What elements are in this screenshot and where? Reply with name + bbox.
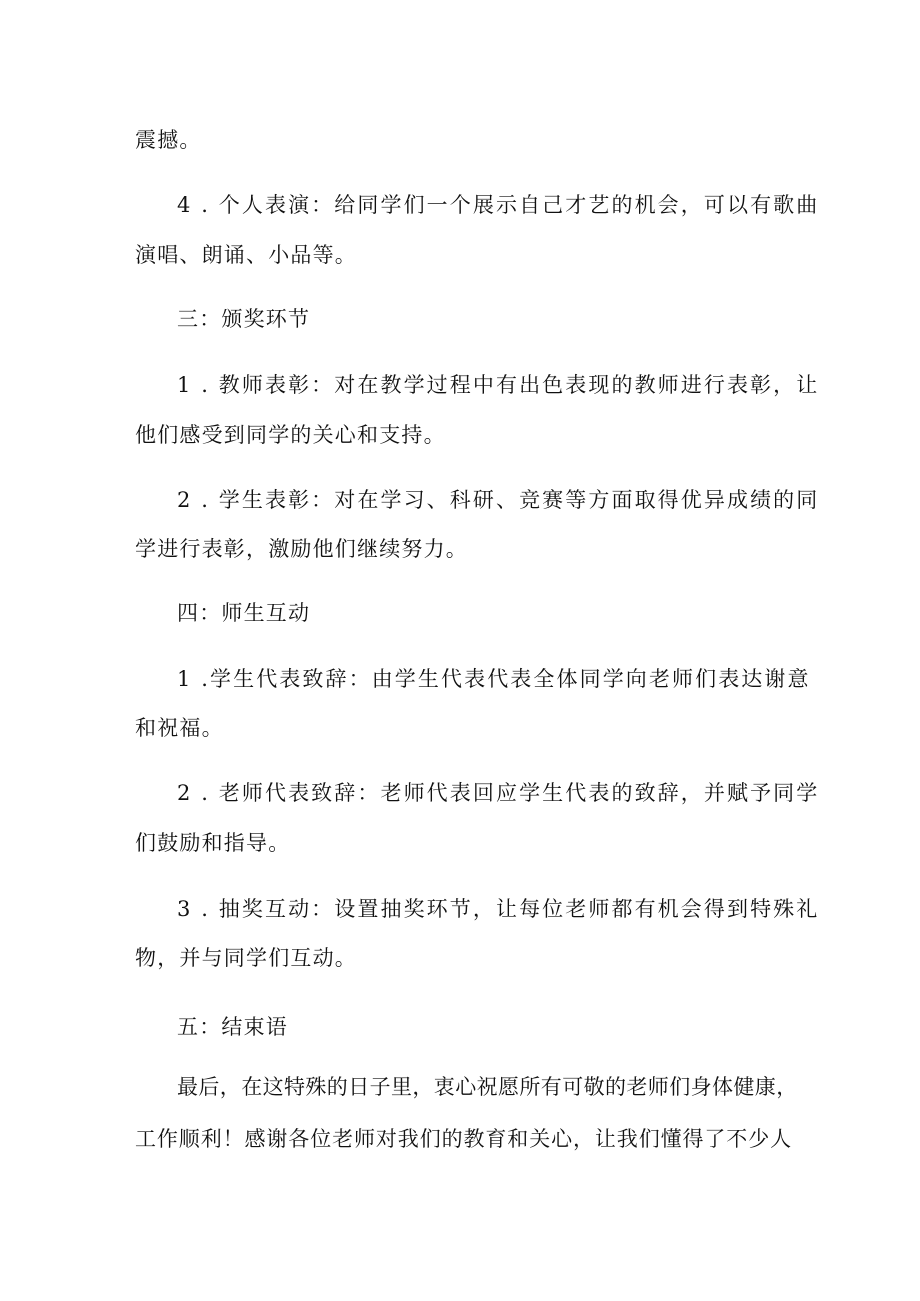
list-item-line: 演唱、朗诵、小品等。 <box>135 243 357 267</box>
section-heading: 五：结束语 <box>177 1015 288 1039</box>
paragraph-line: 工作顺利！感谢各位老师对我们的教育和关心，让我们懂得了不少人 <box>135 1127 792 1151</box>
list-item-line: 2 . 学生表彰：对在学习、科研、竞赛等方面取得优异成绩的同 <box>177 488 820 512</box>
list-item-line: 2 . 老师代表致辞：老师代表回应学生代表的致辞，并赋予同学 <box>177 781 820 805</box>
list-item-line: 们鼓励和指导。 <box>135 831 291 855</box>
paragraph-line: 最后，在这特殊的日子里，衷心祝愿所有可敬的老师们身体健康， <box>177 1075 798 1099</box>
list-item-line: 物，并与同学们互动。 <box>135 946 357 970</box>
list-item-line: 和祝福。 <box>135 716 224 740</box>
section-heading: 四：师生互动 <box>177 601 311 625</box>
list-item-line: 1 .学生代表致辞：由学生代表代表全体同学向老师们表达谢意 <box>177 667 811 691</box>
list-item-line: 3 . 抽奖互动：设置抽奖环节，让每位老师都有机会得到特殊礼 <box>177 897 820 921</box>
list-item-line: 4 . 个人表演：给同学们一个展示自己才艺的机会，可以有歌曲 <box>177 193 820 217</box>
list-item-line: 他们感受到同学的关心和支持。 <box>135 423 446 447</box>
list-item-line: 学进行表彰，激励他们继续努力。 <box>135 537 468 561</box>
section-heading: 三：颁奖环节 <box>177 307 311 331</box>
list-item-line: 1 . 教师表彰：对在教学过程中有出色表现的教师进行表彰，让 <box>177 373 820 397</box>
paragraph-line: 震撼。 <box>135 128 202 152</box>
